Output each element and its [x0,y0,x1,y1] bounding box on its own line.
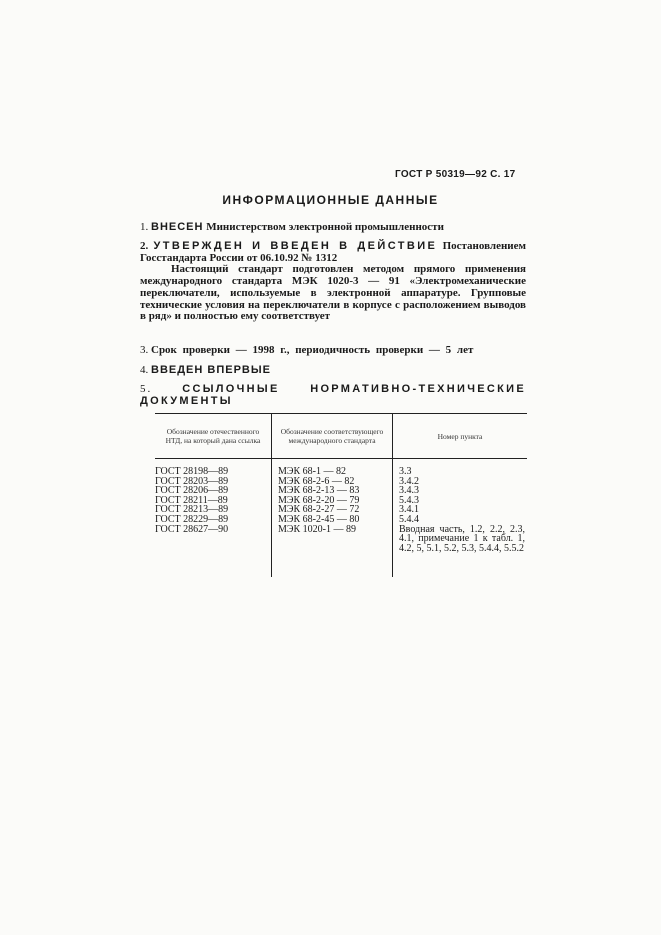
clause-list-long: Вводная часть, 1.2, 2.2, 2.3, 4.1, примечание 1 к табл. 1, 4.2, 5, 5.1, 5.2, 5.3, 5.4.4, 5.5.2 [399,523,525,554]
table-row [155,459,527,578]
item-paragraph: Настоящий стандарт подготовлен методом прямого применения международного стандарта МЭК 1020-3 — 91 «Электромеханические переключатели, используемые в электронной аппаратуре. Групповые технические условия на переключатели в корпусе с расположением выводов в ряд» и полностью ему соответствует [140,263,526,323]
item-heading: ВНЕСЕН [151,221,204,233]
item-text: Министерством электронной промышленности [206,221,444,233]
item-2 [140,241,526,323]
clause-column [393,459,528,578]
item-number: 2. [140,240,149,252]
item-3 [140,345,526,357]
reference-table [155,413,527,577]
gost-column: ГОСТ 28198—89 ГОСТ 28203—89 ГОСТ 28206—89 ГОСТ 28211—89 ГОСТ 28213—89 ГОСТ 28229—89 ГОСТ 28627—90 [155,466,229,535]
column-header: Обозначение соответствующего международного стандарта [272,414,393,459]
column-header: Обозначение отечественного НТД, на который дана ссылка [155,414,272,459]
item-4 [140,365,526,377]
item-number: 5. [140,383,153,395]
item-heading: ВВЕДЕН ВПЕРВЫЕ [151,364,271,376]
item-text: Постановлением Госстандарта России от 06.10.92 № 1312 [140,240,527,264]
table-header-row [155,414,527,459]
item-1 [140,222,526,234]
item-text: Срок проверки — 1998 г., периодичность проверки — 5 лет [151,344,474,356]
item-number: 4. [140,364,149,376]
clause-list: 3.3 3.4.2 3.4.3 5.4.3 3.4.1 5.4.4 [399,466,419,525]
item-heading: УТВЕРЖДЕН И ВВЕДЕН В ДЕЙСТВИЕ [153,240,438,252]
column-header: Номер пункта [393,414,528,459]
item-5 [140,384,526,407]
section-title: ИНФОРМАЦИОННЫЕ ДАННЫЕ [222,193,439,207]
item-number: 1. [140,221,149,233]
item-number: 3. [140,344,149,356]
page-header: ГОСТ Р 50319—92 С. 17 [395,169,516,180]
item-heading: ССЫЛОЧНЫЕ НОРМАТИВНО-ТЕХНИЧЕСКИЕ ДОКУМЕНТЫ [140,383,526,407]
iec-column: МЭК 68-1 — 82 МЭК 68-2-6 — 82 МЭК 68-2-13 — 83 МЭК 68-2-20 — 79 МЭК 68-2-27 — 72 МЭК 68-2-45 — 80 МЭК 1020-1 — 89 [272,459,393,578]
